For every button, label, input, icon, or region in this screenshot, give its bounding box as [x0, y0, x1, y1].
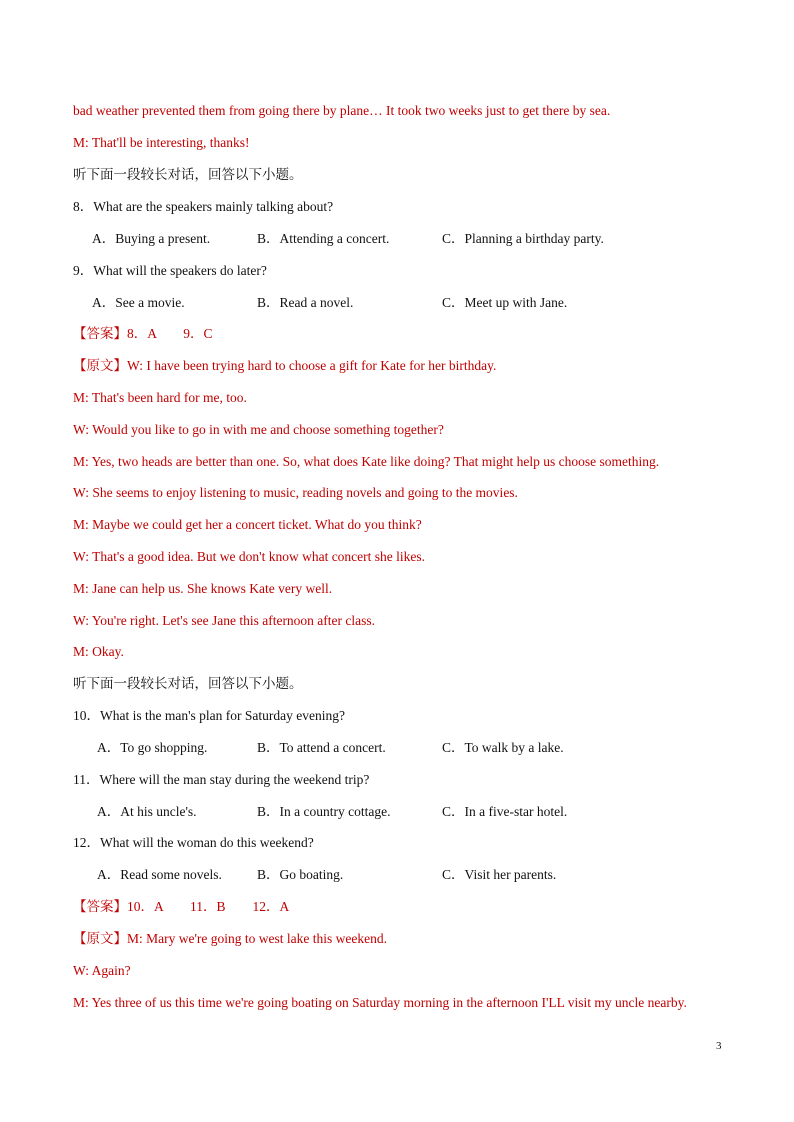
transcript-line: M: Jane can help us. She knows Kate very well. [73, 581, 333, 596]
option-10a: A．To go shopping. [97, 740, 208, 755]
transcript-line: W: Would you like to go in with me and choose something together? [73, 422, 444, 437]
transcript-line: W: That's a good idea. But we don't know what concert she likes. [73, 549, 426, 564]
option-10b: B．To attend a concert. [257, 740, 386, 755]
option-11c: C．In a five-star hotel. [442, 804, 568, 819]
transcript-line: M: Okay. [73, 644, 124, 659]
option-8b: B．Attending a concert. [257, 231, 390, 246]
option-11a: A．At his uncle's. [97, 804, 197, 819]
transcript-header: 【原文】W: I have been trying hard to choose a gift for Kate for her birthday. [73, 358, 497, 373]
transcript-line: W: You're right. Let's see Jane this afternoon after class. [73, 613, 376, 628]
option-8a: A．Buying a present. [92, 231, 211, 246]
question-9: 9．What will the speakers do later? [73, 263, 267, 278]
option-11b: B．In a country cottage. [257, 804, 391, 819]
option-12c: C．Visit her parents. [442, 867, 557, 882]
transcript-line: bad weather prevented them from going there by plane… It took two weeks just to get there by sea. [73, 103, 611, 118]
answer-key: 【答案】10．A 11．B 12．A [73, 899, 290, 914]
question-11: 11．Where will the man stay during the weekend trip? [73, 772, 370, 787]
option-9b: B．Read a novel. [257, 295, 354, 310]
question-10: 10．What is the man's plan for Saturday evening? [73, 708, 345, 723]
transcript-line: W: She seems to enjoy listening to music, reading novels and going to the movies. [73, 485, 518, 500]
option-8c: C．Planning a birthday party. [442, 231, 604, 246]
question-12: 12．What will the woman do this weekend? [73, 835, 314, 850]
option-9a: A．See a movie. [92, 295, 185, 310]
transcript-header: 【原文】M: Mary we're going to west lake this weekend. [73, 931, 387, 946]
transcript-line: M: Yes, two heads are better than one. So, what does Kate like doing? That might help us choose something. [73, 454, 660, 469]
option-9c: C．Meet up with Jane. [442, 295, 568, 310]
section-instruction: 听下面一段较长对话，回答以下小题。 [73, 167, 303, 182]
transcript-line: M: That's been hard for me, too. [73, 390, 247, 405]
section-instruction: 听下面一段较长对话，回答以下小题。 [73, 676, 303, 691]
transcript-line: M: Maybe we could get her a concert ticket. What do you think? [73, 517, 422, 532]
answer-key: 【答案】8．A 9．C [73, 326, 213, 341]
transcript-line: M: Yes three of us this time we're going boating on Saturday morning in the afternoon I'LL visit my uncle nearby. [73, 995, 687, 1010]
transcript-line: W: Again? [73, 963, 131, 978]
page-number: 3 [716, 1040, 722, 1052]
option-12b: B．Go boating. [257, 867, 344, 882]
option-12a: A．Read some novels. [97, 867, 222, 882]
question-8: 8．What are the speakers mainly talking about? [73, 199, 334, 214]
option-10c: C．To walk by a lake. [442, 740, 564, 755]
transcript-line: M: That'll be interesting, thanks! [73, 135, 250, 150]
